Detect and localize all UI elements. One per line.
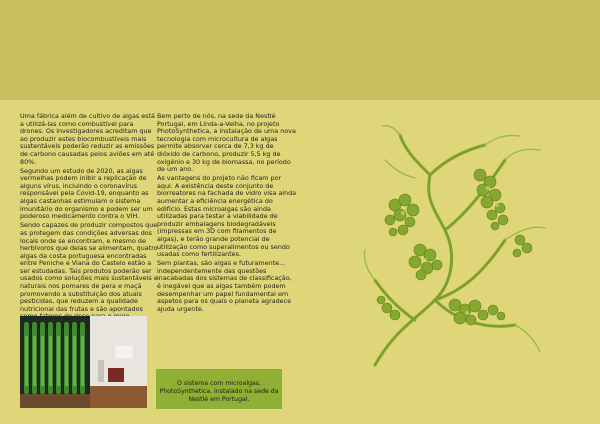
header-band: [0, 0, 600, 100]
article-column-middle: [157, 113, 297, 315]
photosynthetica-photo: [20, 316, 147, 408]
paragraph: Sem plantas, são algas e futuramente... independentemente das questões inacabadas dos sistemas de classificação, é inegável que as algas também podem desempenhar um papel fundamental em aspetos para os quais o planeta agradece ajuda urgente.: [157, 259, 292, 313]
photo-caption: O sistema com microalgas, PhotoSynthetica, instalado na sede da Nestlé em Portugal.: [156, 369, 282, 409]
algae-illustration: [355, 120, 555, 370]
paragraph: Segundo um estudo de 2020, as algas vermelhas podem inibir a replicação de alguns vírus, incluindo o coronavírus responsável pela Covid-19, enquanto as algas castanhas estimulam o sistema imunitário do organismo e podem ser um poderoso medicamento contra o VIH.: [20, 166, 153, 221]
article-column-left: [20, 113, 158, 330]
paragraph: Uma fábrica além de cultivo de algas está a utilizá-las como combustível para drones. Os investigadores acreditam que ao produzir estes biocombustíveis mais sustentáveis poderão reduzir as emissões de carbono causadas pelos aviões em até 80%.: [20, 112, 155, 166]
paragraph: Bem perto de nós, na sede da Nestlé Portugal, em Linda-a-Velha, no projeto PhotoSynthetica, a instalação de uma nova tecnologia com microcultura de algas permite absorver cerca de 7,3 kg de dióxido de carbono, produzir 5,5 kg de oxigénio e 30 kg de biomassa, no período de um ano.: [157, 112, 296, 174]
paragraph: Sendo capazes de produzir compostos que as protegem das condições adversas dos locais onde se encontram, e mesmo de herbívoros que delas se alimentam, quatro algas da costa portuguesa encontradas entre Peniche e Viana do Castelo estão a ser estudadas. Tais produtos poderão ser usados como soluções mais sustentáveis e naturais nos pomares de pera e maçã promovendo a substituição dos atuais pesticidas, que reduzem a qualidade nutricional das frutas e são apontados: [20, 221, 158, 313]
paragraph: As vantagens do projeto não ficam por aqui. A existência deste conjunto de biorreatores na fachada de vidro visa ainda aumentar a eficiência energética do edifício. Estas microalgas são ainda utilizadas para testar a viabilidade de produzir embalagens biodegradáveis (impressas em 3D com filamentos de algas), e terão grande potencial de utilização como superalimentos ou sendo usadas como fertilizantes.: [157, 174, 297, 259]
